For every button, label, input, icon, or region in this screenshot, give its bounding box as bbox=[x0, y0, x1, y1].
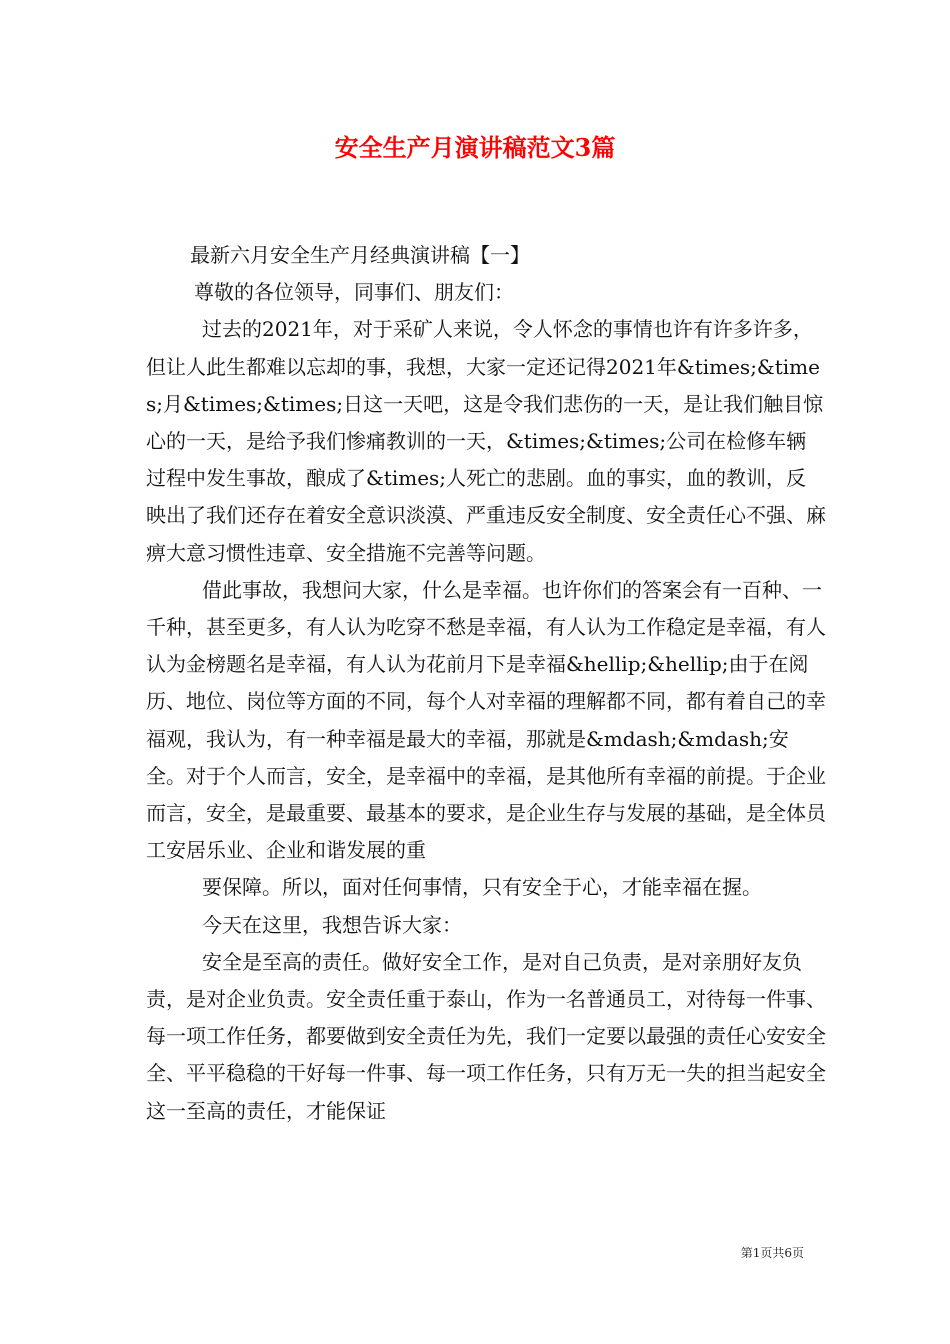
section-heading: 最新六月安全生产月经典演讲稿【一】 bbox=[190, 243, 530, 267]
paragraph-2-continued: 要保障。所以，面对任何事情，只有安全于心，才能幸福在握。 bbox=[202, 875, 762, 900]
page-number: 第1页共6页 bbox=[740, 1246, 804, 1260]
paragraph-3: 今天在这里，我想告诉大家： bbox=[202, 912, 462, 937]
paragraph-2: 借此事故，我想问大家，什么是幸福。也许你们的答案会有一百种、一千种，甚至更多，有人认为吃穿不愁是幸福，有人认为工作稳定是幸福，有人认为金榜题名是幸福，有人认为花前月下是幸福&hellip;&hellip;由于在阅历、地位、岗位等方面的不同，每个人对幸福的理解都不同，都有着自己的幸福观，我认为，有一种幸福是最大的幸福，那就是&mdash;&mdash;安全。对于个人而言，安全，是幸福中的幸福，是其他所有幸福的前提。于企业而言，安全，是最重要、最基本的要求，是企业生存与发展的基础，是全体员工安居乐业、企业和谐发展的重 bbox=[146, 577, 826, 863]
paragraph-1: 过去的2021年，对于采矿人来说，令人怀念的事情也许有许多许多，但让人此生都难以忘却的事，我想，大家一定还记得2021年&times;&times;月&times;&times;日这一天吧，这是令我们悲伤的一天，是让我们触目惊心的一天，是给予我们惨痛教训的一天，&times;&times;公司在检修车辆过程中发生事故，酿成了&times;人死亡的悲剧。血的事实，血的教训，反映出了我们还存在着安全意识淡漠、严重违反安全制度、安全责任心不强、麻痹大意习惯性违章、安全措施不完善等问题。 bbox=[146, 317, 826, 565]
document-body bbox=[146, 237, 826, 1130]
salutation: 尊敬的各位领导，同事们、朋友们： bbox=[194, 280, 514, 305]
paragraph-4: 安全是至高的责任。做好安全工作，是对自己负责，是对亲朋好友负责，是对企业负责。安全责任重于泰山，作为一名普通员工，对待每一件事、每一项工作任务，都要做到安全责任为先，我们一定要以最强的责任心安安全全、平平稳稳的干好每一件事、每一项工作任务，只有万无一失的担当起安全这一至高的责任，才能保证 bbox=[146, 949, 826, 1123]
document-title: 安全生产月演讲稿范文3篇 bbox=[334, 133, 616, 162]
